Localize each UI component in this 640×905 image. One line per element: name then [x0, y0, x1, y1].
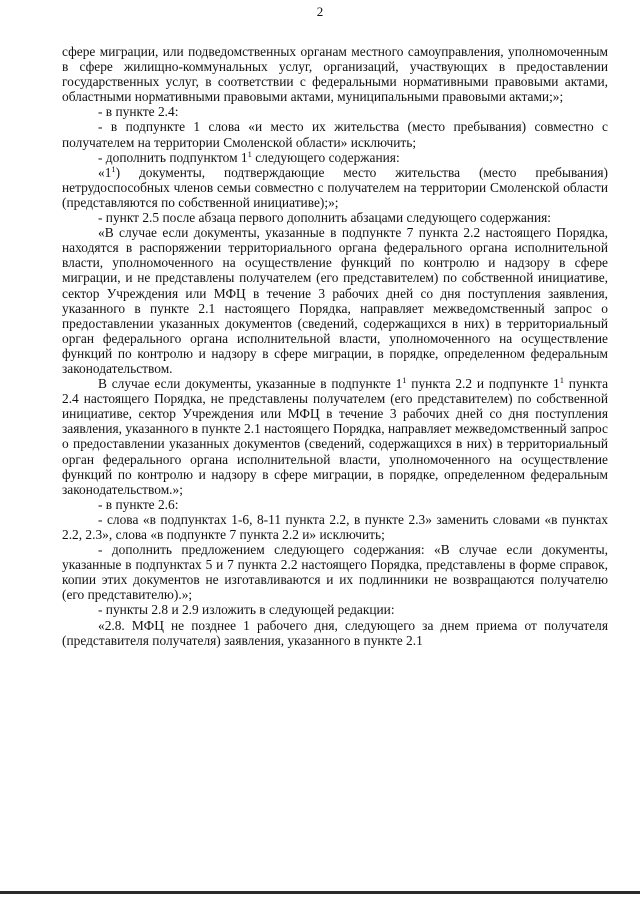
paragraph-item-2-5: - пункт 2.5 после абзаца первого дополнить абзацами следующего содержания: [98, 210, 552, 226]
paragraph-item-2-6: - в пункте 2.6: [98, 496, 179, 512]
paragraph-continued: сфере миграции, или подведомственных органам местного самоуправления, уполномоченным в сфере жилищно-коммунальных услуг, организаций, участвующих в предоставлении государственных услуг, в соответствии с федеральными нормативными правовыми актами, областными нормативными правовыми актами, муниципальными правовыми актами;»; [62, 44, 608, 105]
superscript-index: 1 [111, 163, 116, 174]
paragraph-add-sentence: - дополнить предложением следующего содержания: «В случае если документы, указанные в подпунктах 5 и 7 пункта 2.2 настоящего Порядка, представлены в форме справок, копии этих документов не изготавливаются и их подлинники не возвращаются получателю (его представителю).»; [62, 542, 608, 603]
paragraph-quote-interagency-request: В случае если документы, указанные в подпункте $1^1$ пункта 2.2 и подпункте $1^1$ пункта 2.4 настоящего Порядка, не представлены получателем (его представителем) по собственной инициативе, сектор Учреждения или МФЦ в течение 3 рабочих дней со дня поступления заявления, указанного в пункте 2.1 настоящего Порядка, направляет межведомственный запрос о предоставлении указанных документов (сведений, содержащихся в них) в территориальный орган федерального органа исполнительной власти, уполномоченного на осуществление функций по контролю и надзору в сфере миграции, в порядке, определенном федеральным законодательством.»; [62, 375, 609, 497]
paragraph-words-replace: - слова «в подпунктах 1-6, 8-11 пункта 2.2, в пункте 2.3» заменить словами «в пунктах 2.2, 2.3», слова «в подпункте 7 пункта 2.2 и» исключить; [62, 511, 608, 542]
paragraph-quote-migration-request: «В случае если документы, указанные в подпункте 7 пункта 2.2 настоящего Порядка, находятся в распоряжении территориального органа федерального органа исполнительной власти, уполномоченного на осуществление функций по контролю и надзору в сфере миграции, и не представлены получателем (его представителем) по собственной инициативе, сектор Учреждения или МФЦ в течение 3 рабочих дней со дня поступления заявления, указанного в пункте 2.1 настоящего Порядка, направляет межведомственный запрос о предоставлении указанных документов (сведений, содержащихся в них) в территориальный орган федерального органа исполнительной власти, уполномоченного на осуществление функций по контролю и надзору в сфере миграции, в порядке, определенном федеральным законодательством. [62, 225, 608, 376]
paragraph-quote-2-8: «2.8. МФЦ не позднее 1 рабочего дня, следующего за днем приема от получателя (представителя получателя) заявления, указанного в пункте 2.1 [62, 617, 608, 648]
superscript-index: 1 [559, 375, 564, 386]
paragraph-items-2-8-2-9: - пункты 2.8 и 2.9 изложить в следующей редакции: [98, 602, 395, 618]
page-number: 2 [316, 4, 324, 19]
bottom-rule [0, 891, 640, 894]
superscript-index: 1 [247, 148, 252, 159]
paragraph-add-subitem: - дополнить подпунктом $1^1$ следующего содержания: [98, 148, 400, 165]
paragraph-item-2-4: - в пункте 2.4: [98, 104, 179, 120]
superscript-index: 1 [402, 375, 407, 386]
paragraph-subitem-1-change: - в подпункте 1 слова «и место их жительства (место пребывания) совместно с получателем на территории Смоленской области» исключить; [62, 119, 608, 150]
document-body [62, 44, 608, 648]
paragraph-quote-subitem-1-1: «$1^1$) документы, подтверждающие место жительства (место пребывания) нетрудоспособных членов семьи совместно с получателем на территории Смоленской области (представляются по собственной инициативе);»; [62, 163, 608, 210]
